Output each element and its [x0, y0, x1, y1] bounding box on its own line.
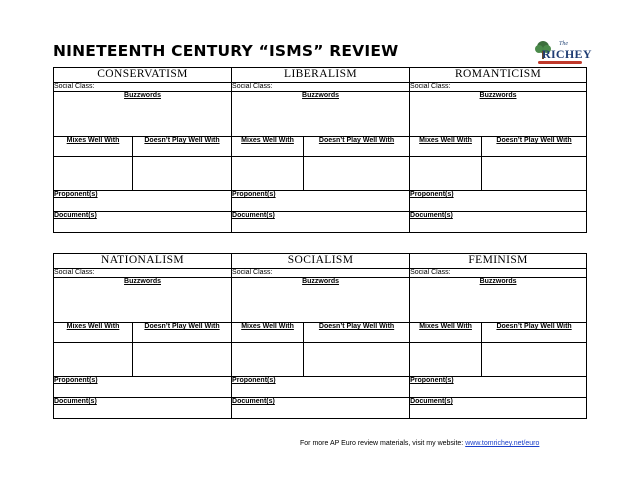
- social-class-field[interactable]: Social Class:: [232, 269, 410, 278]
- mixes-well-field[interactable]: [232, 137, 304, 157]
- buzzwords-field[interactable]: [410, 92, 587, 137]
- doesnt-play-answer[interactable]: [304, 343, 410, 377]
- mixes-well-field[interactable]: [410, 137, 482, 157]
- page-title: NINETEENTH CENTURY “ISMS” REVIEW: [53, 42, 399, 60]
- ism-header-socialism: SOCIALISM: [232, 254, 410, 269]
- richey-logo: [532, 39, 592, 69]
- buzzwords-label: Buzzwords: [124, 92, 161, 99]
- mixes-well-answer[interactable]: [232, 157, 304, 191]
- buzzwords-field[interactable]: [232, 278, 410, 323]
- bottom-isms-table: [53, 253, 587, 419]
- mixes-well-label: Mixes Well With: [241, 323, 294, 330]
- footer-text: For more AP Euro review materials, visit my website:: [300, 440, 466, 447]
- documents-field[interactable]: Document(s): [410, 398, 587, 419]
- logo-name-text: RICHEY: [542, 47, 592, 61]
- doesnt-play-field[interactable]: [304, 137, 410, 157]
- mixes-well-answer[interactable]: [54, 157, 133, 191]
- buzzwords-field[interactable]: [410, 278, 587, 323]
- proponents-field[interactable]: Proponent(s): [54, 377, 232, 398]
- documents-field[interactable]: Document(s): [54, 212, 232, 233]
- social-class-field[interactable]: Social Class:: [410, 269, 587, 278]
- mixes-well-label: Mixes Well With: [419, 323, 472, 330]
- doesnt-play-answer[interactable]: [133, 343, 232, 377]
- documents-field[interactable]: Document(s): [232, 398, 410, 419]
- doesnt-play-field[interactable]: [133, 137, 232, 157]
- doesnt-play-label: Doesn’t Play Well With: [496, 137, 572, 144]
- proponents-field[interactable]: Proponent(s): [232, 377, 410, 398]
- website-link[interactable]: www.tomrichey.net/euro: [465, 440, 540, 447]
- mixes-well-field[interactable]: [54, 323, 133, 343]
- doesnt-play-label: Doesn’t Play Well With: [496, 323, 572, 330]
- proponents-field[interactable]: Proponent(s): [232, 191, 410, 212]
- social-class-field[interactable]: Social Class:: [54, 83, 232, 92]
- mixes-well-label: Mixes Well With: [419, 137, 472, 144]
- buzzwords-label: Buzzwords: [124, 278, 161, 285]
- mixes-well-answer[interactable]: [232, 343, 304, 377]
- buzzwords-field[interactable]: [232, 92, 410, 137]
- ism-header-feminism: FEMINISM: [410, 254, 587, 269]
- proponents-field[interactable]: Proponent(s): [54, 191, 232, 212]
- social-class-field[interactable]: Social Class:: [410, 83, 587, 92]
- social-class-field[interactable]: Social Class:: [232, 83, 410, 92]
- mixes-well-label: Mixes Well With: [66, 137, 120, 144]
- mixes-well-answer[interactable]: [410, 343, 482, 377]
- ism-header-nationalism: NATIONALISM: [54, 254, 232, 269]
- doesnt-play-label: Doesn’t Play Well With: [144, 323, 220, 330]
- mixes-well-label: Mixes Well With: [66, 323, 120, 330]
- doesnt-play-label: Doesn’t Play Well With: [144, 137, 220, 144]
- mixes-well-field[interactable]: [54, 137, 133, 157]
- doesnt-play-answer[interactable]: [133, 157, 232, 191]
- documents-field[interactable]: Document(s): [410, 212, 587, 233]
- doesnt-play-answer[interactable]: [482, 157, 587, 191]
- proponents-field[interactable]: Proponent(s): [410, 191, 587, 212]
- buzzwords-field[interactable]: [54, 278, 232, 323]
- doesnt-play-field[interactable]: [482, 137, 587, 157]
- ism-header-romanticism: ROMANTICISM: [410, 68, 587, 83]
- ism-header-conservatism: CONSERVATISM: [54, 68, 232, 83]
- buzzwords-field[interactable]: [54, 92, 232, 137]
- logo-swoosh: [538, 61, 582, 64]
- proponents-field[interactable]: Proponent(s): [410, 377, 587, 398]
- social-class-field[interactable]: Social Class:: [54, 269, 232, 278]
- top-isms-table: [53, 67, 587, 233]
- mixes-well-answer[interactable]: [410, 157, 482, 191]
- doesnt-play-field[interactable]: [304, 323, 410, 343]
- doesnt-play-answer[interactable]: [482, 343, 587, 377]
- ism-header-liberalism: LIBERALISM: [232, 68, 410, 83]
- footer: [300, 440, 539, 447]
- doesnt-play-answer[interactable]: [304, 157, 410, 191]
- buzzwords-label: Buzzwords: [302, 278, 340, 285]
- doesnt-play-field[interactable]: [133, 323, 232, 343]
- mixes-well-label: Mixes Well With: [241, 137, 294, 144]
- buzzwords-label: Buzzwords: [479, 278, 517, 285]
- mixes-well-field[interactable]: [410, 323, 482, 343]
- buzzwords-label: Buzzwords: [302, 92, 339, 99]
- documents-field[interactable]: Document(s): [54, 398, 232, 419]
- doesnt-play-label: Doesn’t Play Well With: [318, 137, 395, 144]
- documents-field[interactable]: Document(s): [232, 212, 410, 233]
- logo-the-text: The: [559, 41, 568, 47]
- buzzwords-label: Buzzwords: [479, 92, 517, 99]
- mixes-well-answer[interactable]: [54, 343, 133, 377]
- doesnt-play-field[interactable]: [482, 323, 587, 343]
- mixes-well-field[interactable]: [232, 323, 304, 343]
- doesnt-play-label: Doesn’t Play Well With: [318, 323, 395, 330]
